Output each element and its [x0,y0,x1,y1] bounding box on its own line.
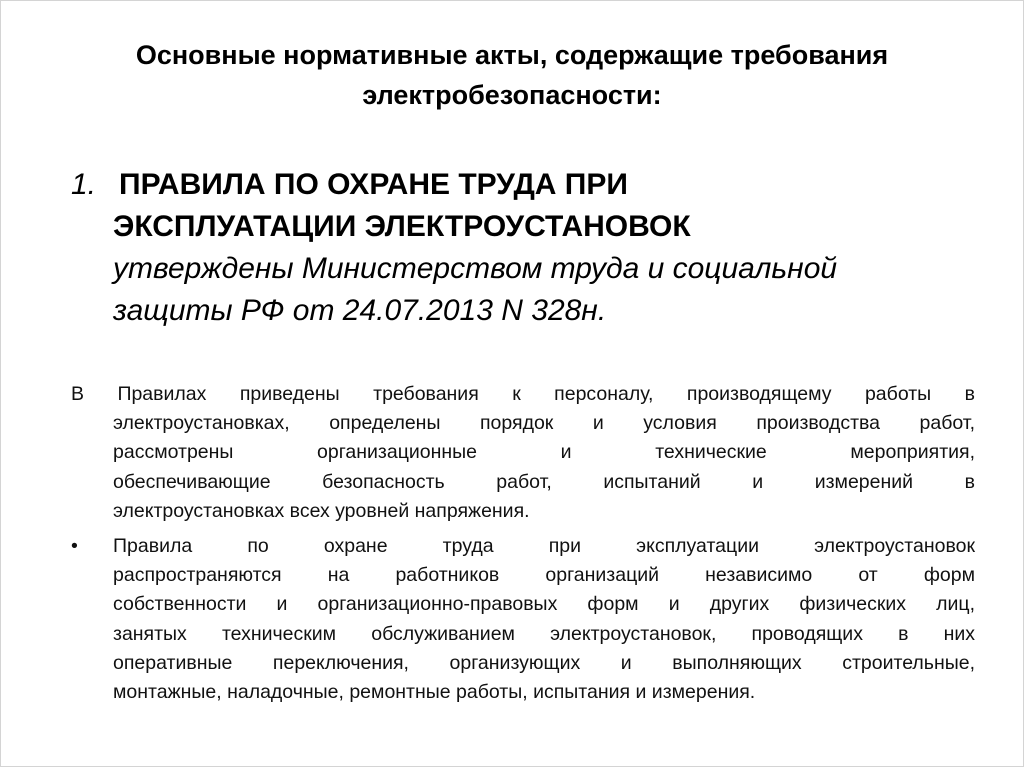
bullet-line: распространяются на работников организаций независимо от форм [113,564,975,587]
paragraph-line: электроустановках всех уровней напряжения. [113,499,530,522]
paragraph-line: электроустановках, определены порядок и условия производства работ, [113,412,975,435]
bullet-line: занятых техническим обслуживанием электроустановок, проводящих в них [113,622,975,645]
paragraph-line: рассмотрены организационные и технические мероприятия, [113,441,975,464]
item-body [113,164,951,332]
approval-line: утверждены Министерством труда и социальной [113,252,838,285]
title-line: электробезопасности: [362,80,662,110]
bullet-line: монтажные, наладочные, ремонтные работы, испытания и измерения. [113,681,756,704]
title-line: Основные нормативные акты, содержащие требования [135,40,889,70]
bullet-item [71,532,975,707]
bullet-icon: • [71,535,78,557]
paragraph-line: В Правилах приведены требования к персоналу, производящему работы в [71,383,975,405]
rules-heading-line: ПРАВИЛА ПО ОХРАНЕ ТРУДА ПРИ [119,168,628,201]
paragraph-line: обеспечивающие безопасность работ, испытаний и измерений в [113,470,975,493]
rules-description-paragraph [71,380,975,526]
bullet-line: Правила по охране труда при эксплуатации электроустановок [113,535,975,557]
item-number: 1. [71,168,97,201]
slide-title [21,35,1003,115]
numbered-item-1 [71,164,951,332]
approval-line: защиты РФ от 24.07.2013 N 328н. [113,294,607,327]
rules-heading-line: ЭКСПЛУАТАЦИИ ЭЛЕКТРОУСТАНОВОК [113,210,691,243]
bullet-line: собственности и организационно-правовых форм и других физических лиц, [113,593,975,616]
bullet-line: оперативные переключения, организующих и выполняющих строительные, [113,651,975,674]
